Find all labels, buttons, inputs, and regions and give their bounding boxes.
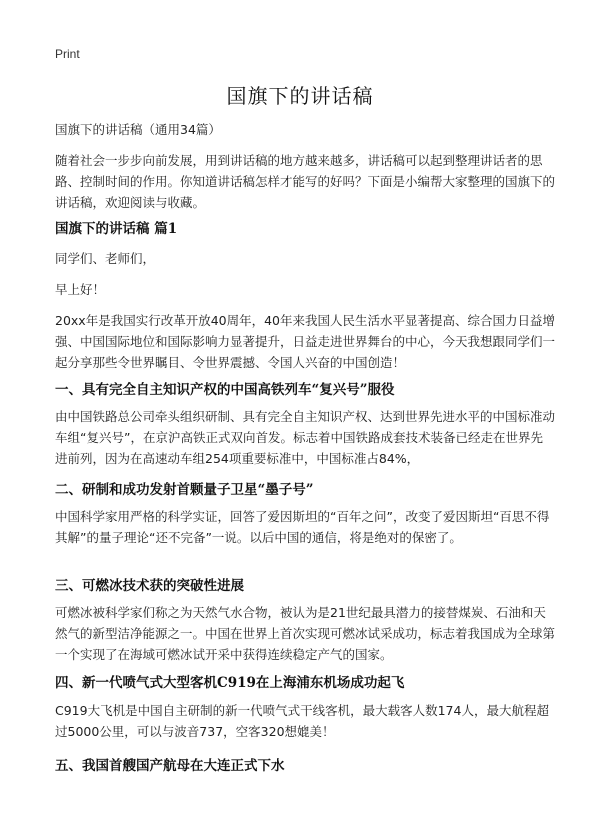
intro-paragraph: 随着社会一步步向前发展，用到讲话稿的地方越来越多，讲话稿可以起到整理讲话者的思路、控制时间的作用。你知道讲话稿怎样才能写的好吗？下面是小编帮大家整理的国旗下的讲话稿，欢迎阅读与收藏。 xyxy=(55,153,556,210)
print-link[interactable]: Print xyxy=(55,47,80,61)
item-heading: 五、我国首艘国产航母在大连正式下水 xyxy=(55,758,285,774)
subtitle: 国旗下的讲话稿（通用34篇） xyxy=(55,122,221,137)
item-paragraph: 可燃冰被科学家们称之为天然气水合物，被认为是21世纪最具潜力的接替煤炭、石油和天然气的新型洁净能源之一。中国在世界上首次实现可燃冰试采成功，标志着我国成为全球第一个实现了在海域可燃冰试开采中获得连续稳定产气的国家。 xyxy=(55,605,556,662)
item-paragraph: C919大飞机是中国自主研制的新一代喷气式干线客机，最大载客人数174人，最大航程超过5000公里，可以与波音737，空客320想媲美！ xyxy=(55,703,549,739)
morning-greeting: 早上好！ xyxy=(55,282,106,297)
item-paragraph: 由中国铁路总公司牵头组织研制、具有完全自主知识产权、达到世界先进水平的中国标准动车组“复兴号”，在京沪高铁正式双向首发。标志着中国铁路成套技术装备已经走在世界先进前列，因为在高速动车组254项重要标准中，中国标准占84%， xyxy=(55,409,556,466)
item-heading: 四、新一代喷气式大型客机C919在上海浦东机场成功起飞 xyxy=(55,675,405,691)
item-paragraph: 中国科学家用严格的科学实证，回答了爱因斯坦的“百年之问”，改变了爱因斯坦“百思不得其解”的量子理论“还不完备”一说。以后中国的通信，将是绝对的保密了。 xyxy=(55,509,550,545)
greeting: 同学们、老师们， xyxy=(55,251,156,266)
item-heading: 三、可燃冰技术获的突破性进展 xyxy=(55,578,244,594)
item-heading: 二、研制和成功发射首颗量子卫星“墨子号” xyxy=(55,482,314,498)
item-heading: 一、具有完全自主知识产权的中国高铁列车“复兴号”服役 xyxy=(55,382,395,398)
page-title: 国旗下的讲话稿 xyxy=(226,84,374,108)
section-heading: 国旗下的讲话稿 篇1 xyxy=(55,221,178,237)
opening-paragraph: 20xx年是我国实行改革开放40周年，40年来我国人民生活水平显著提高、综合国力日益增强、中国国际地位和国际影响力显著提升，日益走进世界舞台的中心，今天我想跟同学们一起分享那些令世界瞩目、令世界震撼、令国人兴奋的中国创造！ xyxy=(55,313,556,370)
